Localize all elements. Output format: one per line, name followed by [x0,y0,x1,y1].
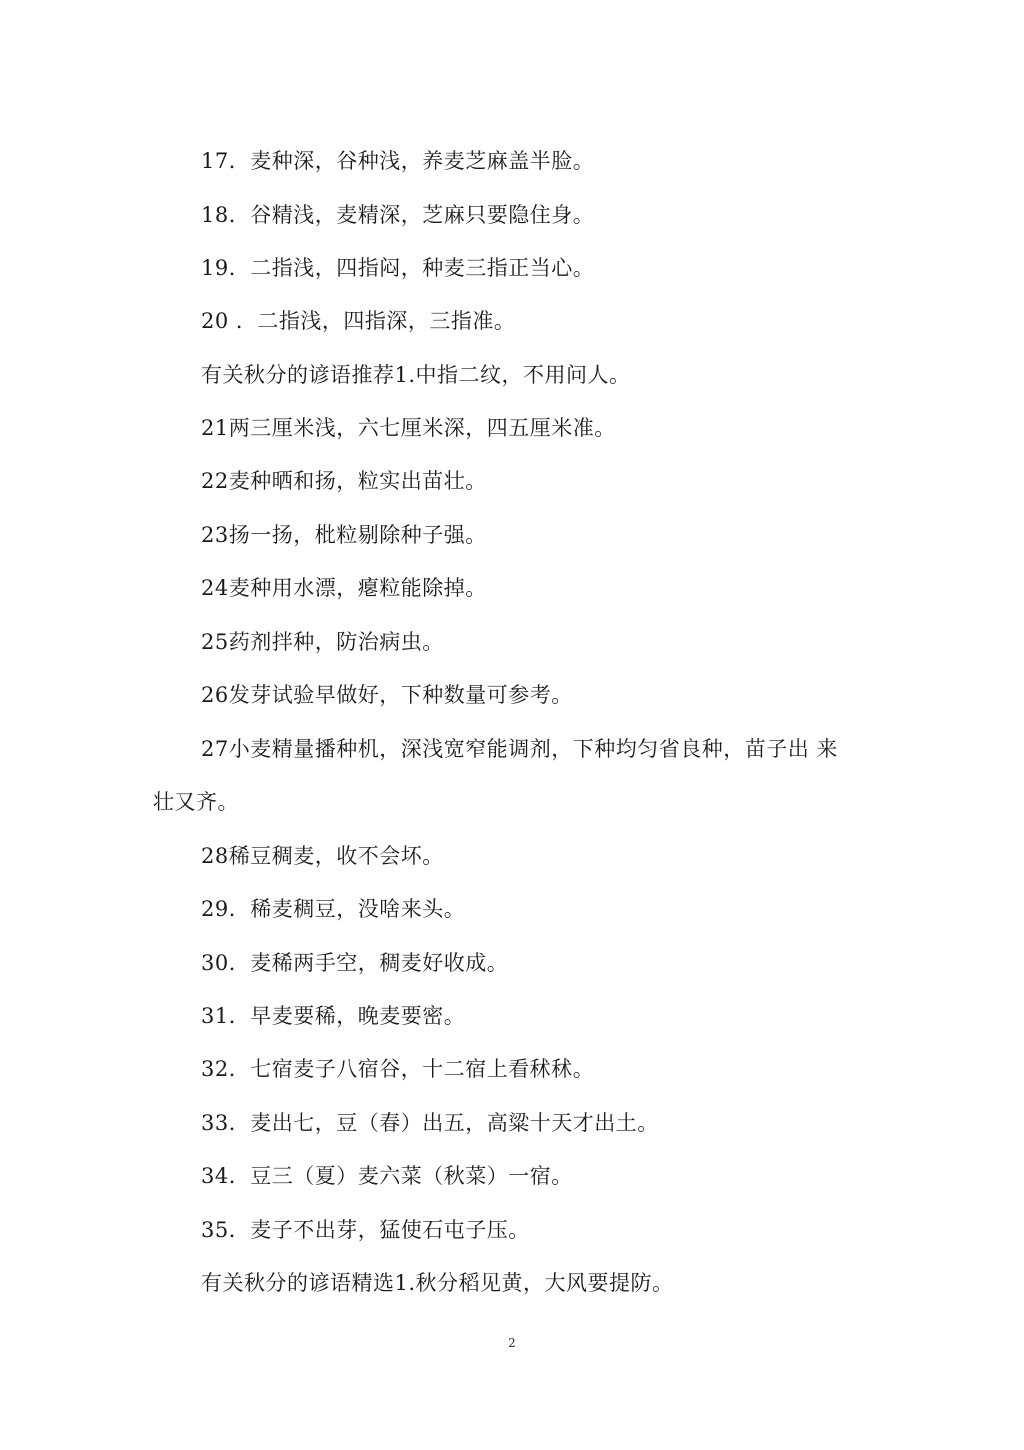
proverb-17: 17．麦种深，谷种浅，养麦芝麻盖半脸。 [201,149,595,173]
proverb-29: 29．稀麦稠豆，没啥来头。 [201,897,466,921]
proverb-19: 19．二指浅，四指闷，种麦三指正当心。 [201,256,595,280]
proverb-27-continuation: 壮又齐。 [153,790,239,814]
proverb-22: 22麦种晒和扬，粒实出苗壮。 [201,469,487,493]
proverb-26: 26发芽试验早做好，下种数量可参考。 [201,683,573,707]
proverb-31: 31．早麦要稀，晚麦要密。 [201,1004,466,1028]
proverb-25: 25药剂拌种，防治病虫。 [201,630,444,654]
proverb-18: 18．谷精浅，麦精深，芝麻只要隐住身。 [201,203,595,227]
proverb-24: 24麦种用水漂，瘪粒能除掉。 [201,576,487,600]
proverb-28: 28稀豆稠麦，收不会坏。 [201,844,444,868]
proverb-21: 21两三厘米浅，六七厘米深，四五厘米准。 [201,416,616,440]
proverb-33: 33．麦出七，豆（春）出五，高粱十天才出土。 [201,1111,659,1135]
proverb-34: 34．豆三（夏）麦六菜（秋菜）一宿。 [201,1164,573,1188]
proverb-23: 23扬一扬，枇粒剔除种子强。 [201,523,487,547]
section-heading-selected: 有关秋分的谚语精选1.秋分稻见黄，大风要提防。 [201,1271,674,1295]
proverb-35: 35．麦子不出芽，猛使石屯子压。 [201,1218,530,1242]
page-number: 2 [508,1336,516,1350]
proverb-27: 27小麦精量播种机，深浅宽窄能调剂，下种均匀省良种，苗子出 来 [201,737,838,761]
proverb-32: 32．七宿麦子八宿谷，十二宿上看秫秫。 [201,1057,595,1081]
proverb-30: 30．麦稀两手空，稠麦好收成。 [201,951,509,975]
proverb-20: 20 ．二指浅，四指深，三指准。 [201,309,516,333]
section-heading-recommended: 有关秋分的谚语推荐1.中指二纹，不用问人。 [201,363,631,387]
